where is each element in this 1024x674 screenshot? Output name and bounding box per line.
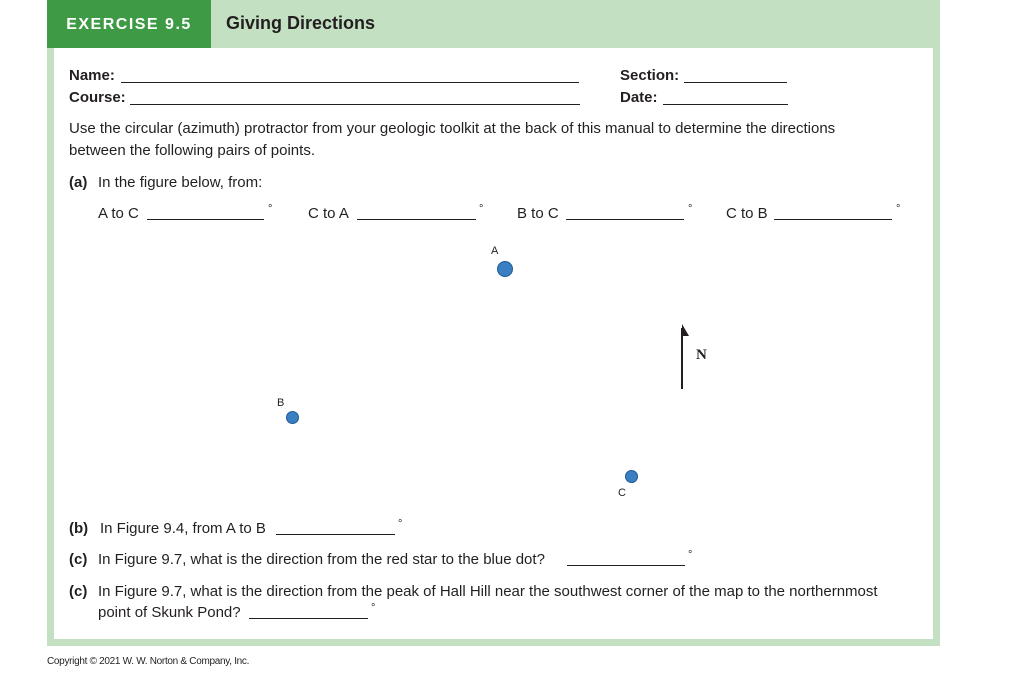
c-to-b-label: C to B xyxy=(726,205,768,222)
part-a-letter: (a) xyxy=(69,174,88,191)
part-a-text: In the figure below, from: xyxy=(98,174,263,191)
north-label: N xyxy=(696,347,707,363)
date-label: Date: xyxy=(620,89,658,106)
part-c1-answer[interactable] xyxy=(567,565,685,566)
point-b-dot xyxy=(286,411,299,424)
instructions-line-2: between the following pairs of points. xyxy=(69,142,315,159)
c-to-a-label: C to A xyxy=(308,205,349,222)
point-b-label: B xyxy=(277,397,285,409)
b-to-c-label: B to C xyxy=(517,205,559,222)
b-to-c-answer[interactable] xyxy=(566,219,684,220)
part-c2-text: In Figure 9.7, what is the direction from the peak of Hall Hill near the southwest corner of the map to the northernmost xyxy=(98,583,878,600)
degree-symbol: ° xyxy=(479,203,484,215)
point-c-dot xyxy=(625,470,638,483)
part-c1-text: In Figure 9.7, what is the direction from the red star to the blue dot? xyxy=(98,551,545,568)
course-label: Course: xyxy=(69,89,126,106)
section-label: Section: xyxy=(620,67,680,84)
a-to-c-label: A to C xyxy=(98,205,139,222)
name-field[interactable] xyxy=(121,82,579,83)
instructions-line-1: Use the circular (azimuth) protractor from your geologic toolkit at the back of this manual to determine the directions xyxy=(69,120,836,137)
degree-symbol: ° xyxy=(371,602,376,614)
part-b-answer[interactable] xyxy=(276,534,395,535)
part-c2-answer[interactable] xyxy=(249,618,368,619)
point-a-dot xyxy=(497,261,513,277)
exercise-label: EXERCISE 9.5 xyxy=(47,0,211,48)
degree-symbol: ° xyxy=(688,549,693,561)
point-a-label: A xyxy=(491,245,499,257)
part-b-letter: (b) xyxy=(69,520,89,537)
exercise-title: Giving Directions xyxy=(226,13,376,33)
c-to-a-answer[interactable] xyxy=(357,219,476,220)
degree-symbol: ° xyxy=(268,203,273,215)
degree-symbol: ° xyxy=(896,203,901,215)
c-to-b-answer[interactable] xyxy=(774,219,892,220)
degree-symbol: ° xyxy=(688,203,693,215)
part-c2-letter: (c) xyxy=(69,583,88,600)
a-to-c-answer[interactable] xyxy=(147,219,264,220)
name-label: Name: xyxy=(69,67,115,84)
part-c2-text-2: point of Skunk Pond? xyxy=(98,604,241,621)
copyright-notice: Copyright © 2021 W. W. Norton & Company, Inc. xyxy=(47,656,250,667)
point-c-label: C xyxy=(618,487,626,499)
course-field[interactable] xyxy=(130,104,580,105)
part-c1-letter: (c) xyxy=(69,551,88,568)
north-arrow-icon xyxy=(674,322,694,390)
date-field[interactable] xyxy=(663,104,788,105)
section-field[interactable] xyxy=(684,82,787,83)
degree-symbol: ° xyxy=(398,518,403,530)
part-b-text: In Figure 9.4, from A to B xyxy=(100,520,266,537)
